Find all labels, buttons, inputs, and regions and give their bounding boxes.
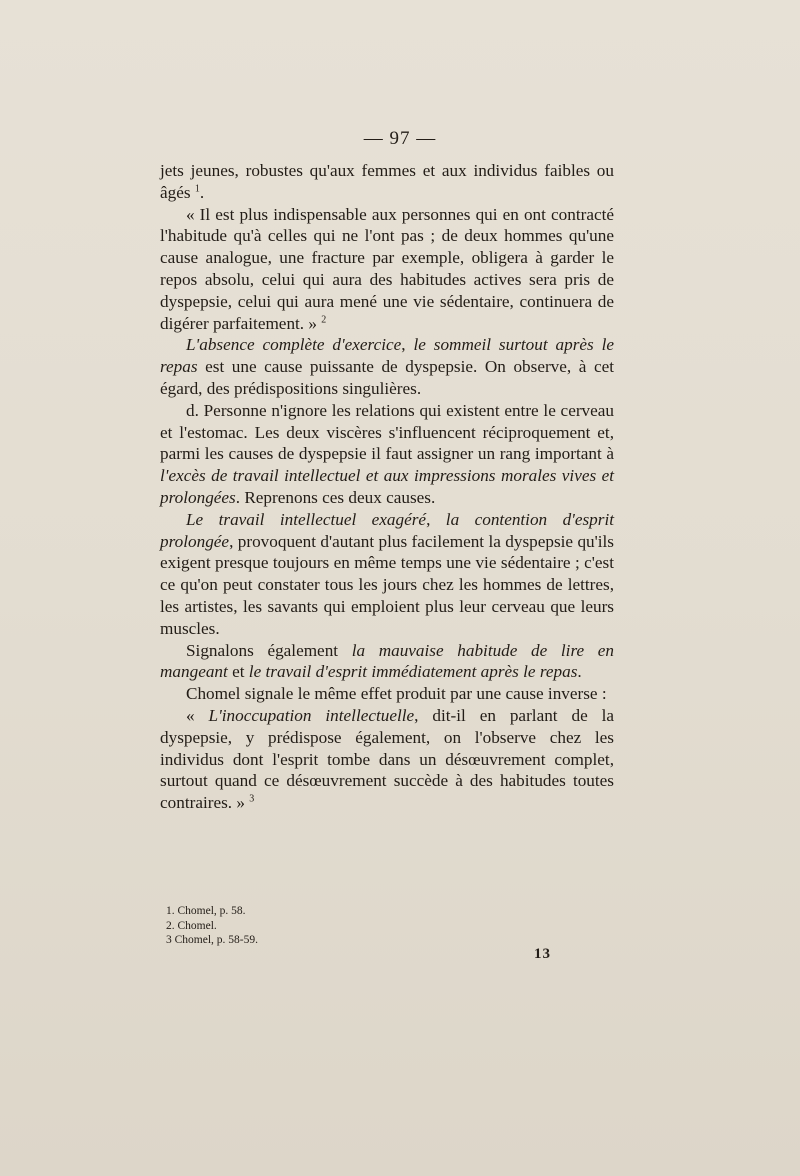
footnote: 3 Chomel, p. 58-59. [166, 934, 258, 947]
text-run: . [577, 662, 582, 682]
italic-phrase: la contention d'esprit prolongée [160, 509, 615, 551]
italic-phrase: l'excès de travail intellectuel et aux impressions morales vives et prolongées [160, 466, 614, 507]
paragraph [160, 509, 614, 640]
paragraph [160, 640, 614, 684]
text-run: d. Personne n'ignore les relations qui existent entre le cerveau et l'estomac. Les deux viscères s'influencent réciproquement et, parmi les causes de dyspepsie il faut assigner un rang important à [160, 400, 614, 464]
italic-phrase: la mauvaise habitude de lire en mangeant [160, 640, 614, 682]
text-run: , provoquent d'autant plus facilement la dyspepsie qu'ils exigent presque toujours en même temps une vie sédentaire ; c'est ce qu'on peut constater tous les jours chez les hommes de lettres, les artistes, les savants qui emploient plus leur cerveau que leurs muscles. [160, 531, 614, 638]
paragraph [160, 160, 614, 204]
text-run: « [186, 705, 209, 725]
italic-phrase: Le travail intellectuel exagéré [186, 509, 427, 529]
footnote-ref: 3 [249, 793, 255, 805]
text-run: est une cause puissante de dyspepsie. On observe, à cet égard, des prédispositions singulières. [160, 357, 614, 398]
text-run: , [426, 509, 446, 529]
footnote: 2. Chomel. [166, 919, 217, 932]
text-run: Signalons également [186, 640, 352, 660]
text-run: . Reprenons ces deux causes. [235, 487, 436, 507]
text-run: . [199, 182, 205, 202]
footnote-ref: 2 [321, 313, 327, 325]
text-run: jets jeunes, robustes qu'aux femmes et aux individus faibles ou âgés [160, 161, 614, 202]
paragraph [160, 204, 614, 335]
paragraph [160, 334, 614, 399]
italic-phrase: L'absence complète d'exercice [186, 335, 402, 355]
footnote: 1. Chomel, p. 58. [166, 905, 246, 917]
text-run: « Il est plus indispensable aux personnes qui en ont contracté l'habitude qu'à celles qui ne l'ont pas ; de deux hommes qu'une cause analogue, une fracture par exemple, obligera à garder le repos absolu, celui qui aura des habitudes actives sera pris de dyspepsie, celui qui aura mené une vie sédentaire, continuera de digérer parfaitement. » [160, 204, 614, 333]
paragraph [160, 400, 614, 509]
text-run: , dit-il en parlant de la dyspepsie, y prédispose également, on l'observe chez les individus dont l'esprit tombe dans un désœuvrement complet, surtout quand ce désœuvrement succède à des habitudes toutes contraires. » [160, 705, 615, 813]
text-run: , [401, 335, 414, 355]
text-run: et [227, 662, 249, 682]
paragraph [160, 683, 614, 705]
footnotes [166, 904, 466, 948]
page-number: — 97 — [363, 128, 437, 149]
text-run: Chomel signale le même effet produit par une cause inverse : [186, 684, 607, 704]
footnote-ref: 1 [194, 183, 200, 195]
signature-mark: 13 [534, 946, 551, 962]
body-text [160, 160, 614, 814]
italic-phrase: le sommeil surtout après le repas [160, 335, 615, 377]
paragraph [160, 705, 614, 814]
italic-phrase: le travail d'esprit immédiatement après le repas [248, 662, 578, 682]
italic-phrase: L'inoccupation intellectuelle [208, 705, 415, 725]
